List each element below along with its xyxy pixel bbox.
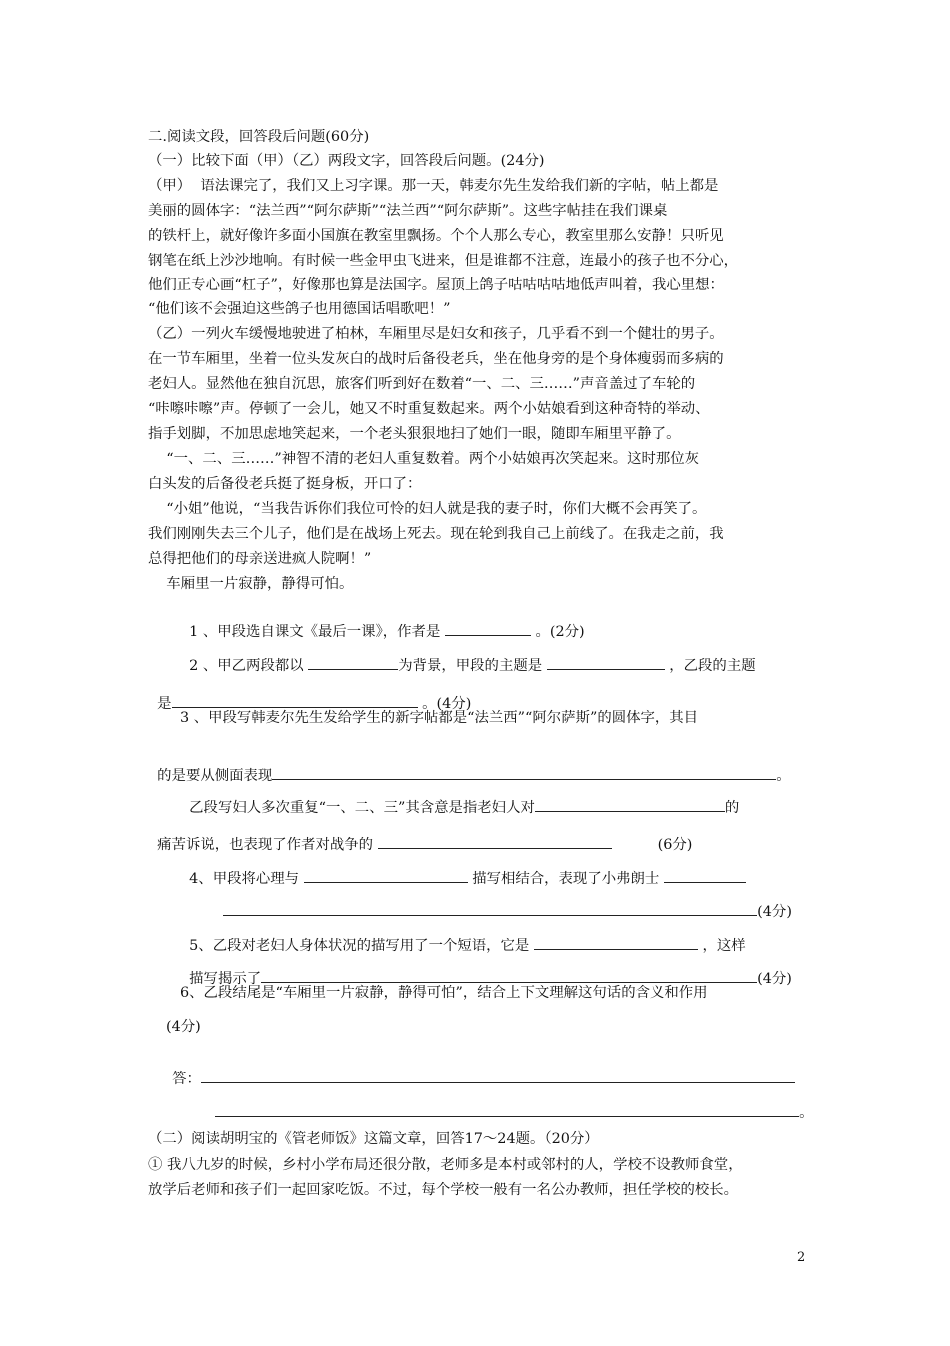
answer-blank[interactable]: [272, 765, 776, 780]
question-5-text-b: ，这样: [697, 938, 746, 954]
question-3b-points: (6分): [657, 837, 693, 853]
answer-blank[interactable]: [172, 693, 418, 708]
question-5-text: 5、乙段对老妇人身体状况的描写用了一个短语，它是: [189, 938, 534, 954]
passage-jia-line: 美丽的圆体字：“法兰西”“阿尔萨斯”“法兰西”“阿尔萨斯”。这些字帖挂在我们课桌: [148, 203, 668, 219]
question-3b-cont: [148, 816, 692, 854]
answer-blank[interactable]: [223, 901, 757, 916]
part2-paragraph-line: 放学后老师和孩子们一起回家吃饭。不过，每个学校一般有一名公办教师，担任学校的校长。: [148, 1182, 739, 1198]
question-4-text-b: 描写相结合，表现了小弗朗士: [467, 871, 664, 887]
answer-blank[interactable]: [535, 797, 725, 812]
passage-yi-line: 老妇人。显然他在独自沉思，旅客们听到好在数着“一、二、三……”声音盖过了车轮的: [148, 376, 696, 392]
question-1: [180, 603, 585, 641]
passage-yi-line: （乙）一列火车缓慢地驶进了柏林，车厢里尽是妇女和孩子，几乎看不到一个健壮的男子。: [148, 326, 724, 342]
section-heading: 二.阅读文段，回答段后问题(60分): [148, 129, 370, 145]
answer-blank[interactable]: [534, 935, 698, 950]
question-3b-text-b: 的: [724, 800, 740, 816]
answer-label: 答：: [172, 1071, 201, 1087]
passage-yi-line: “一、二、三……”神智不清的老妇人重复数着。两个小姑娘再次笑起来。这时那位灰: [148, 451, 700, 467]
passage-jia-line: “他们该不会强迫这些鸽子也用德国话唱歌吧！”: [148, 301, 451, 317]
passage-yi-line: 我们刚刚失去三个儿子，他们是在战场上死去。现在轮到我自己上前线了。在我走之前，我: [148, 526, 724, 542]
question-5-cont: [180, 950, 792, 988]
answer-blank[interactable]: [547, 655, 665, 670]
question-3b: [180, 779, 739, 817]
question-1-text: 1 、甲段选自课文《最后一课》，作者是: [189, 624, 445, 640]
question-3-end: 。: [776, 768, 791, 784]
passage-jia-line: 钢笔在纸上沙沙地响。有时候一些金甲虫飞进来，但是谁都不注意，连最小的孩子也不分心，: [148, 253, 739, 269]
question-5-points: (4分): [757, 971, 792, 987]
answer-blank[interactable]: [308, 655, 398, 670]
part1-heading: （一）比较下面（甲）（乙）两段文字，回答段后问题。(24分): [148, 153, 545, 169]
question-4-points: (4分): [757, 904, 792, 920]
answer-blank[interactable]: [261, 968, 757, 983]
question-3-text-b: 的是要从侧面表现: [157, 768, 273, 784]
question-6: 6、乙段结尾是“车厢里一片寂静，静得可怕”，结合上下文理解这句话的含义和作用: [180, 985, 708, 1001]
question-2-text-c: ，乙段的主题: [664, 658, 756, 674]
question-2-text-b: 为背景，甲段的主题是: [398, 658, 547, 674]
answer-blank[interactable]: [201, 1068, 795, 1083]
answer-line-1: [163, 1050, 795, 1088]
passage-yi-line: 指手划脚，不加思虑地笑起来，一个老头狠狠地扫了她们一眼，随即车厢里平静了。: [148, 426, 681, 442]
question-2: [180, 637, 756, 675]
answer-blank[interactable]: [215, 1102, 799, 1117]
answer-blank[interactable]: [445, 621, 531, 636]
page-number: 2: [797, 1250, 806, 1265]
part2-heading: （二）阅读胡明宝的《管老师饭》这篇文章，回答17～24题。（20分）: [148, 1131, 599, 1147]
passage-yi-line: 总得把他们的母亲送进疯人院啊！”: [148, 551, 372, 567]
passage-yi-line: 白头发的后备役老兵挺了挺身板，开口了：: [148, 476, 422, 492]
passage-jia-line: （甲） 语法课完了，我们又上习字课。那一天，韩麦尔先生发给我们新的字帖，帖上都是: [148, 178, 719, 194]
question-4-text: 4、甲段将心理与: [189, 871, 304, 887]
question-2-text: 2 、甲乙两段都以: [189, 658, 309, 674]
question-2-points: 。(4分): [417, 696, 472, 712]
question-3b-text: 乙段写妇人多次重复“一、二、三”其含意是指老妇人对: [189, 800, 535, 816]
passage-yi-line: “小姐”他说，“当我告诉你们我位可怜的妇人就是我的妻子时，你们大概不会再笑了。: [148, 501, 707, 517]
answer-end: 。: [799, 1105, 814, 1121]
answer-line-2: [206, 1084, 814, 1122]
question-3: 3 、甲段写韩麦尔先生发给学生的新字帖都是“法兰西”“阿尔萨斯”的圆体字，其目: [180, 710, 699, 726]
answer-blank[interactable]: [378, 834, 612, 849]
passage-yi-line: 车厢里一片寂静，静得可怕。: [148, 576, 354, 592]
passage-yi-line: “咔嚓咔嚓”声。停顿了一会儿，她又不时重复数起来。两个小姑娘看到这种奇特的举动、: [148, 401, 710, 417]
passage-jia-line: 他们正专心画“杠子”，好像那也算是法国字。屋顶上鸽子咕咕咕咕地低声叫着，我心里想：: [148, 277, 724, 293]
question-2-text-d: 是: [157, 696, 172, 712]
question-1-points: 。(2分): [530, 624, 585, 640]
question-2-cont: [148, 675, 471, 713]
question-5-text-c: 描写揭示了: [189, 971, 262, 987]
question-4-cont: [214, 883, 792, 921]
answer-blank[interactable]: [664, 868, 746, 883]
passage-jia-line: 的铁杆上，就好像许多面小国旗在教室里飘扬。个个人那么专心，教室里那么安静！只听见: [148, 228, 724, 244]
question-3b-text-c: 痛苦诉说，也表现了作者对战争的: [157, 837, 378, 853]
question-6-points: (4分): [166, 1019, 201, 1035]
passage-yi-line: 在一节车厢里，坐着一位头发灰白的战时后备役老兵，坐在他身旁的是个身体瘦弱而多病的: [148, 351, 724, 367]
answer-blank[interactable]: [304, 868, 468, 883]
part2-paragraph-line: ① 我八九岁的时候，乡村小学布局还很分散，老师多是本村或邻村的人，学校不设教师食堂，: [148, 1157, 743, 1173]
